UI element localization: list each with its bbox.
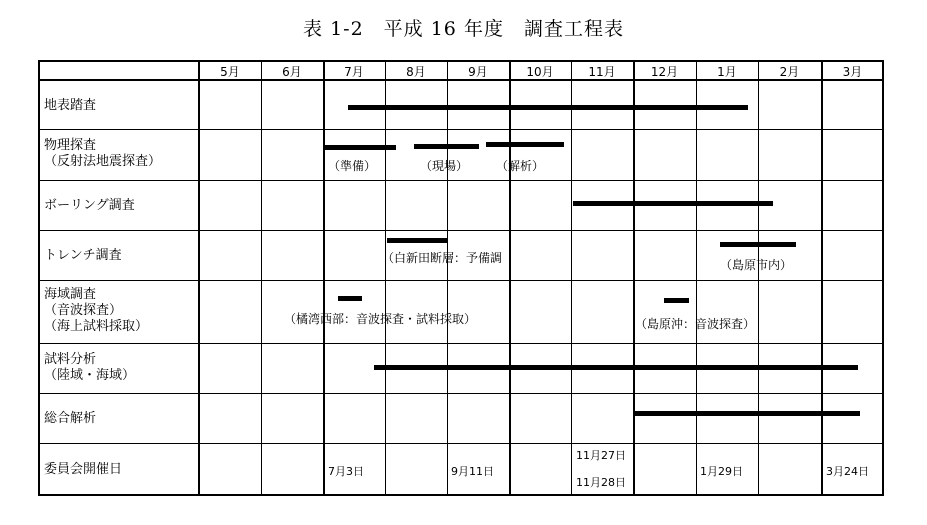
bar-boring (573, 201, 773, 206)
meeting-date: 7月3日 (328, 465, 364, 478)
note-shimabara-city: （島原市内） (720, 258, 793, 272)
grid-line (696, 60, 697, 496)
row-label-surface-survey: 地表踏査 (44, 98, 97, 113)
month-header: 5月 (220, 65, 240, 79)
month-header: 2月 (779, 65, 800, 79)
note-analysis: （解析） (496, 159, 545, 173)
grid-line (385, 60, 386, 496)
meeting-date: 1月29日 (700, 465, 743, 478)
note-prep: （準備） (328, 159, 377, 173)
quarter-divider (509, 60, 511, 496)
schedule-table (38, 60, 884, 496)
month-header: 9月 (468, 65, 488, 79)
month-header: 7月 (344, 65, 364, 79)
row-label-marine: 海域調査 （音波探査） （海上試料採取） (44, 287, 149, 334)
page-title: 表 1-2 平成 16 年度 調査工程表 (303, 18, 624, 40)
note-field: （現場） (420, 159, 469, 173)
bar-surface-survey (348, 105, 748, 110)
quarter-divider (821, 60, 823, 496)
month-header: 3月 (842, 65, 863, 79)
grid-line (758, 60, 759, 496)
bar-geophysical-analysis (486, 142, 564, 147)
row-label-trench: トレンチ調査 (44, 248, 122, 263)
note-shimabara-oki: （島原沖：音波探査） (635, 317, 756, 331)
label-column-divider (198, 60, 200, 496)
row-divider (38, 180, 884, 181)
half-divider (633, 60, 635, 496)
bar-marine-shimabara (664, 298, 689, 303)
meeting-date: 3月24日 (826, 465, 869, 478)
row-divider (38, 443, 884, 444)
row-divider (38, 343, 884, 344)
meeting-date: 11月28日 (576, 476, 626, 489)
grid-line (261, 60, 262, 496)
bar-geophysical-field (414, 144, 479, 149)
month-header: 11月 (588, 65, 616, 79)
row-divider (38, 230, 884, 231)
bar-sample-analysis (374, 365, 858, 370)
grid-line (571, 60, 572, 496)
row-divider (38, 393, 884, 394)
bar-trench-shirashinden (387, 238, 448, 243)
row-divider (38, 280, 884, 281)
bar-marine-tachibana (338, 296, 362, 301)
meeting-date: 9月11日 (451, 465, 494, 478)
row-label-sample-analysis: 試料分析 （陸域・海域） (44, 352, 136, 383)
month-header: 12月 (650, 65, 679, 79)
row-label-committee: 委員会開催日 (44, 462, 123, 477)
month-header: 1月 (717, 65, 737, 79)
row-label-synthesis: 総合解析 (44, 411, 97, 426)
row-label-boring: ボーリング調査 (44, 198, 135, 213)
month-header: 10月 (526, 65, 554, 79)
bar-trench-shimabara (720, 242, 796, 247)
quarter-divider (323, 60, 325, 496)
grid-line (447, 60, 448, 496)
meeting-date: 11月27日 (576, 449, 626, 462)
bar-synthesis (635, 411, 860, 416)
note-shirashinden: （白新田断層：予備調 (382, 251, 503, 265)
row-label-geophysical: 物理探査 （反射法地震探査） (44, 138, 162, 169)
month-header: 8月 (406, 65, 426, 79)
row-divider (38, 129, 884, 130)
bar-geophysical-prep (323, 145, 396, 150)
month-header: 6月 (282, 65, 302, 79)
note-tachibana: （橘湾西部：音波探査・試料採取） (284, 312, 477, 326)
